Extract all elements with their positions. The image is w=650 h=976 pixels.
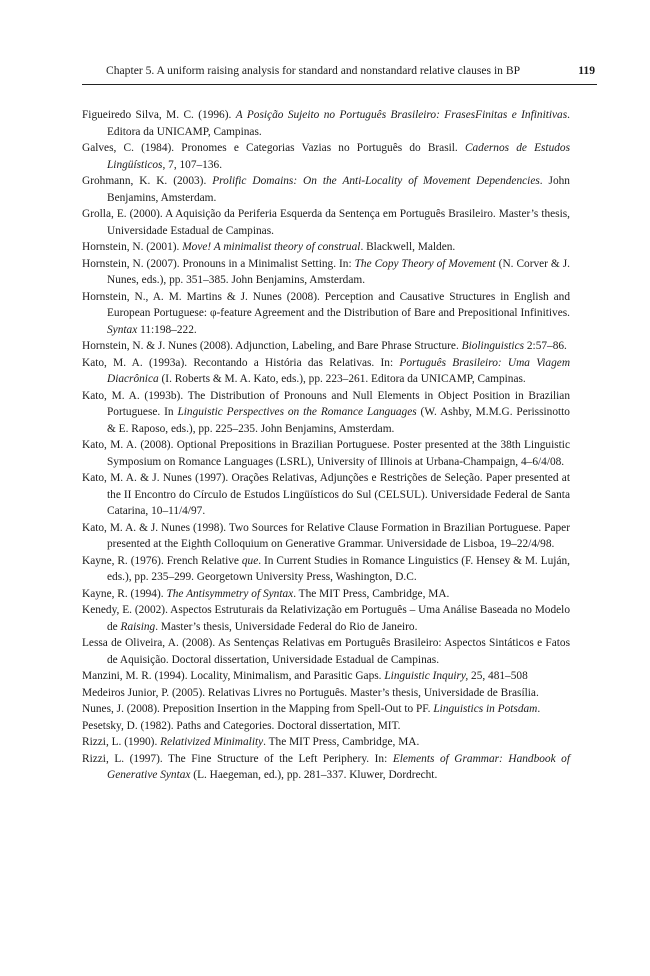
reference-text: 2:57–86. <box>524 340 567 352</box>
reference-entry <box>82 173 570 206</box>
reference-entry <box>82 256 570 289</box>
reference-text: Nunes, J. (2008). Preposition Insertion in the Mapping from Spell-Out to PF. <box>82 703 434 715</box>
reference-entry <box>82 239 570 256</box>
reference-text: 25, 481–508 <box>468 670 528 682</box>
reference-entry <box>82 668 570 685</box>
reference-text: Rizzi, L. (1997). The Fine Structure of the Left Periphery. In: <box>82 752 393 765</box>
reference-text: Galves, C. (1984). Pronomes e Categorias Vazias no Português do Brasil. <box>82 142 465 154</box>
reference-text: Rizzi, L. (1990). <box>82 736 161 748</box>
reference-entry <box>82 751 570 784</box>
reference-text: (N. Corver & J. Nunes, eds.), pp. 351–385. John Benjamins, Amsterdam. <box>107 257 570 286</box>
reference-entry <box>82 685 570 702</box>
reference-text: Lessa de Oliveira, A. (2008). As Sentenças Relativas em Português Brasileiro: Aspectos Sintáticos e Fatos de Aquisição. Doctoral dissertation, Universidade Estadual de Campinas. <box>82 637 570 666</box>
reference-text: Grolla, E. (2000). A Aquisição da Periferia Esquerda da Sentença em Português Brasileiro. Master’s thesis, Universidade Estadual de Campinas. <box>82 208 570 237</box>
reference-title: The Copy Theory of Movement <box>354 257 496 270</box>
reference-text: Kato, M. A. (2008). Optional Prepositions in Brazilian Portuguese. Poster presented at the 38th Linguistic Symposium on Romance Languages (LSRL), University of Illinois at Urbana-Champaign, 4–6/4/08. <box>82 439 570 468</box>
reference-text: . Blackwell, Malden. <box>360 241 456 253</box>
reference-text: (I. Roberts & M. A. Kato, eds.), pp. 223–261. Editora da UNICAMP, Campinas. <box>158 373 526 385</box>
reference-title: Linguistics in Potsdam <box>433 703 538 715</box>
reference-text: Medeiros Junior, P. (2005). Relativas Livres no Português. Master’s thesis, Universidade de Brasília. <box>82 686 539 699</box>
reference-title: Prolific Domains: On the Anti-Locality of Movement Dependencies <box>212 175 540 187</box>
reference-entry <box>82 355 570 388</box>
reference-entry <box>82 602 570 635</box>
reference-entry <box>82 586 570 603</box>
reference-title: Português Brasileiro: Uma Viagem Diacrônica <box>107 356 571 385</box>
reference-text: Hornstein, N. (2007). Pronouns in a Minimalist Setting. In: <box>82 257 355 270</box>
reference-text: Kato, M. A. (1993b). The Distribution of Pronouns and Null Elements in Object Position in Brazilian Portuguese. In <box>82 389 570 418</box>
reference-entry <box>82 289 570 339</box>
reference-title: Move! A minimalist theory of construal <box>182 241 361 253</box>
running-header <box>82 62 597 85</box>
reference-entry <box>82 470 570 520</box>
reference-text: Kato, M. A. & J. Nunes (1998). Two Sources for Relative Clause Formation in Brazilian Portuguese. Paper presented at the Eighth Colloquium on Generative Grammar. Universidade de Lisboa, 19–22/4/98. <box>82 521 570 550</box>
reference-entry <box>82 734 570 751</box>
reference-text: 11:198–222. <box>137 323 197 336</box>
reference-text: . The MIT Press, Cambridge, MA. <box>263 736 420 748</box>
reference-title: Linguistic Inquiry, <box>384 670 469 682</box>
reference-text: Kayne, R. (1994). <box>82 587 167 600</box>
reference-entry <box>82 635 570 668</box>
reference-title: Raising <box>120 620 156 633</box>
reference-title: Cadernos de Estudos Lingüísticos <box>107 142 571 171</box>
reference-list <box>82 107 570 784</box>
reference-entry <box>82 553 570 586</box>
reference-text: . John Benjamins, Amsterdam. <box>107 175 570 204</box>
reference-text: Hornstein, N., A. M. Martins & J. Nunes (2008). Perception and Causative Structures in English and European Portuguese: φ-feature Agreement and the Distribution of Bare and Prepositional Infinitives. <box>82 290 570 319</box>
reference-text: Kato, M. A. & J. Nunes (1997). Orações Relativas, Adjunções e Restrições de Seleção. Paper presented at the II Encontro do Círculo de Estudos Lingüísticos do Sul (CELSUL). Universidade Federal de Santa Catarina, 10–11/4/97. <box>82 472 570 517</box>
reference-title: Relativized Minimality <box>160 736 264 748</box>
reference-text: Kato, M. A. (1993a). Recontando a História das Relativas. In: <box>82 356 400 369</box>
reference-text: . Editora da UNICAMP, Campinas. <box>107 109 570 138</box>
reference-text: Hornstein, N. & J. Nunes (2008). Adjunction, Labeling, and Bare Phrase Structure. <box>82 340 462 352</box>
reference-entry <box>82 520 570 553</box>
reference-text: (W. Ashby, M.M.G. Perissinotto & E. Raposo, eds.), pp. 225–235. John Benjamins, Amsterdam. <box>107 406 570 435</box>
reference-text: (L. Haegeman, ed.), pp. 281–337. Kluwer, Dordrecht. <box>190 769 438 781</box>
reference-text: , 7, 107–136. <box>162 158 223 171</box>
reference-title: The Antisymmetry of Syntax <box>166 587 294 600</box>
reference-title: Elements of Grammar: Handbook of Generative Syntax <box>107 752 571 781</box>
reference-text: . Master’s thesis, Universidade Federal do Rio de Janeiro. <box>155 620 418 633</box>
reference-title: Biolinguistics <box>461 340 525 352</box>
reference-text: Figueiredo Silva, M. C. (1996). <box>82 109 236 121</box>
reference-text: Pesetsky, D. (1982). Paths and Categories. Doctoral dissertation, MIT. <box>82 719 401 732</box>
reference-text: Kayne, R. (1976). French Relative <box>82 554 242 567</box>
reference-entry <box>82 388 570 438</box>
reference-title: Linguistic Perspectives on the Romance Languages <box>177 406 417 418</box>
reference-title: A Posição Sujeito no Português Brasileiro: FrasesFinitas e Infinitivas <box>235 109 568 121</box>
reference-text: . The MIT Press, Cambridge, MA. <box>293 587 450 600</box>
reference-title: Syntax <box>107 323 138 336</box>
reference-entry <box>82 437 570 470</box>
page-number: 119 <box>578 64 595 77</box>
reference-entry <box>82 701 570 718</box>
reference-text: . In Current Studies in Romance Linguistics (F. Hensey & M. Luján, eds.), pp. 235–299. Georgetown University Press, Washington, D.C. <box>107 554 570 583</box>
reference-entry <box>82 206 570 239</box>
reference-text: Grohmann, K. K. (2003). <box>82 175 213 187</box>
reference-text: Kenedy, E. (2002). Aspectos Estruturais da Relativização em Português – Uma Análise Baseada no Modelo de <box>82 604 570 633</box>
running-head-title: Chapter 5. A uniform raising analysis for standard and nonstandard relative clauses in BP <box>106 64 521 77</box>
reference-text: Hornstein, N. (2001). <box>82 241 183 253</box>
reference-title: que <box>241 554 259 567</box>
reference-entry <box>82 140 570 173</box>
reference-entry <box>82 338 570 355</box>
reference-entry <box>82 718 570 735</box>
reference-text: . <box>537 703 541 715</box>
reference-text: Manzini, M. R. (1994). Locality, Minimalism, and Parasitic Gaps. <box>82 670 385 682</box>
reference-entry <box>82 107 570 140</box>
